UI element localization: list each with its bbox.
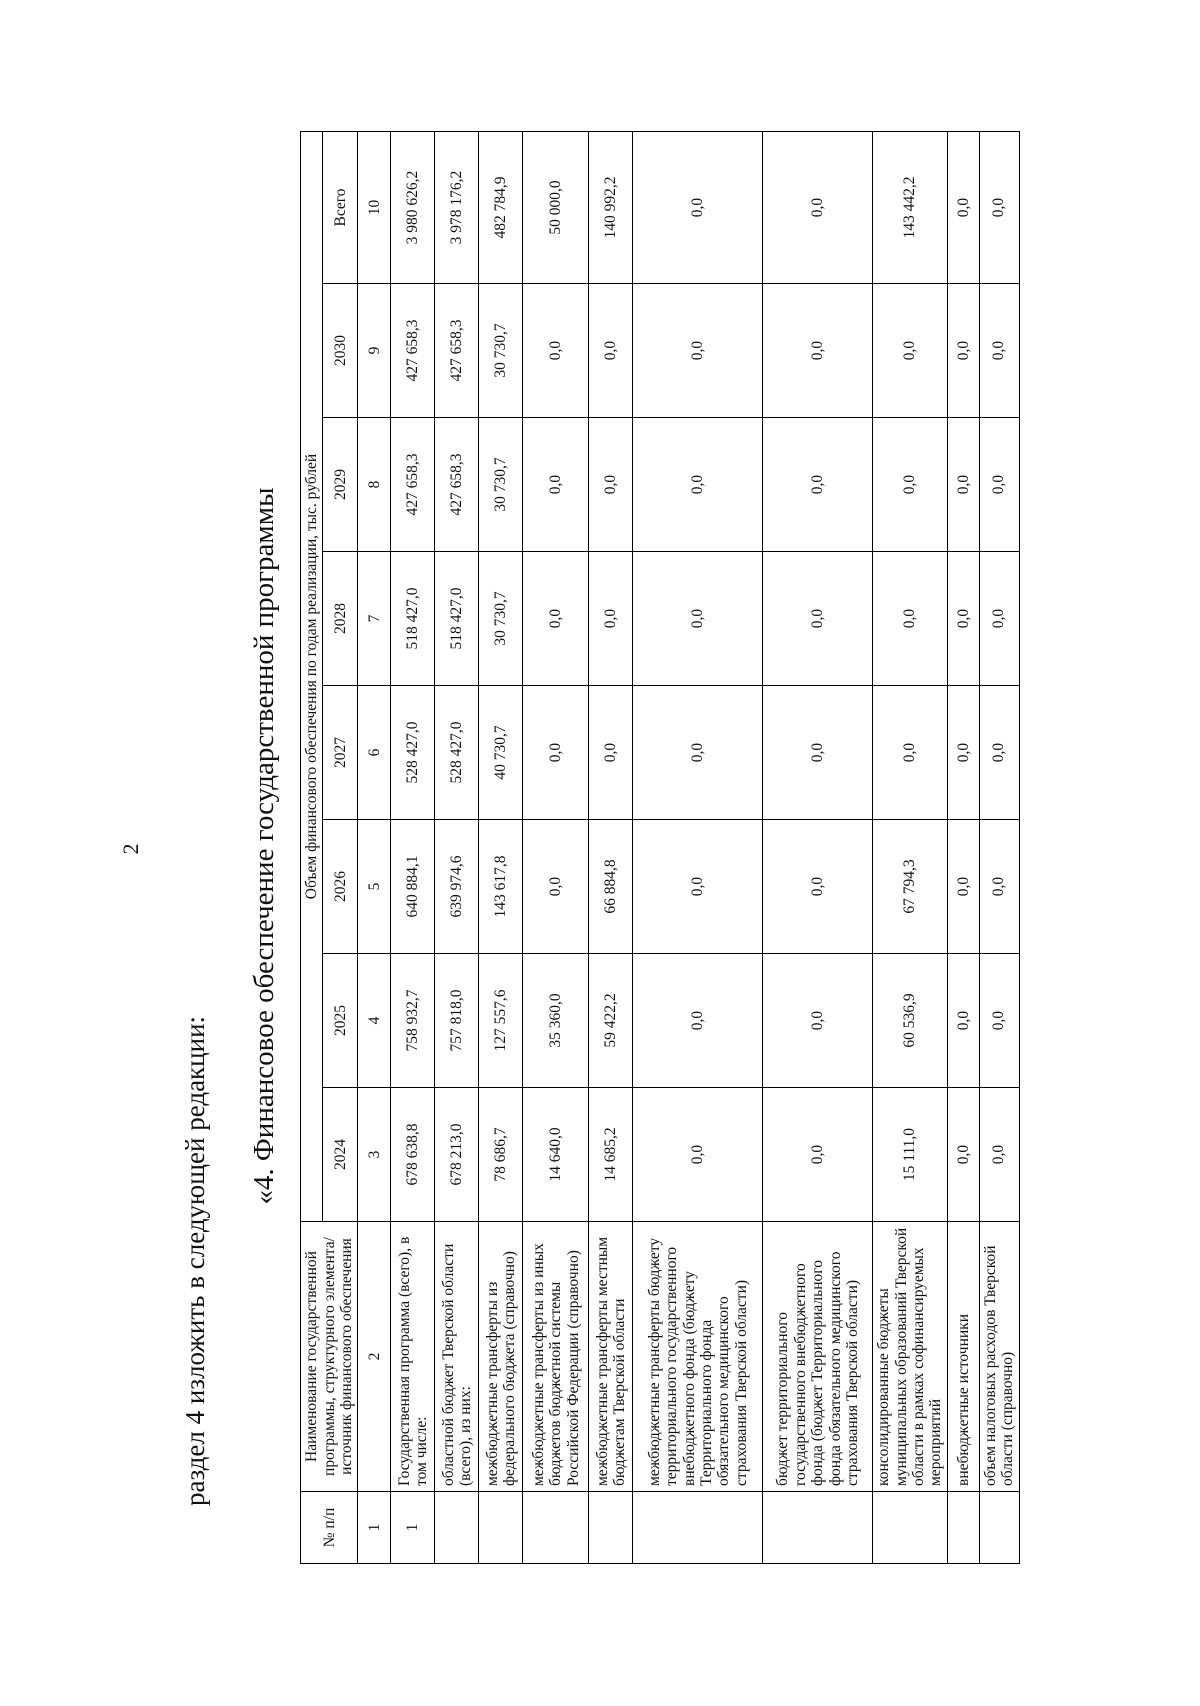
row-year-value: 0,0	[523, 418, 589, 552]
financing-table	[300, 131, 1020, 1564]
row-name: бюджет территориального государственного внебюджетного фонда (бюджет Территориального фонда обязательного медицинского страхования Тверской области)	[763, 1222, 873, 1492]
row-year-value: 640 884,1	[391, 820, 435, 954]
column-index: 5	[358, 820, 391, 954]
row-year-value: 0,0	[979, 954, 1019, 1088]
row-year-value: 758 932,7	[391, 954, 435, 1088]
row-num	[979, 1492, 1019, 1564]
table-row	[979, 132, 1019, 1564]
column-index: 4	[358, 954, 391, 1088]
row-num: 1	[391, 1492, 435, 1564]
header-year: 2030	[323, 284, 358, 418]
table-row	[523, 132, 589, 1564]
intro-text: раздел 4 изложить в следующей редакции:	[180, 1015, 210, 1506]
row-year-value: 427 658,3	[391, 284, 435, 418]
row-year-value: 0,0	[589, 284, 633, 418]
row-num	[479, 1492, 523, 1564]
row-year-value: 127 557,6	[479, 954, 523, 1088]
row-year-value: 78 686,7	[479, 1088, 523, 1222]
header-volume: Объем финансового обеспечения по годам реализации, тыс. рублей	[301, 132, 323, 1222]
row-year-value: 0,0	[979, 418, 1019, 552]
row-year-value: 0,0	[523, 552, 589, 686]
row-year-value: 528 427,0	[435, 686, 479, 820]
row-num	[947, 1492, 979, 1564]
row-year-value: 15 111,0	[873, 1088, 947, 1222]
row-num	[523, 1492, 589, 1564]
column-index: 10	[358, 132, 391, 284]
column-index: 7	[358, 552, 391, 686]
row-total-value: 0,0	[979, 132, 1019, 284]
row-year-value: 757 818,0	[435, 954, 479, 1088]
row-name: Государственная программа (всего), в том числе:	[391, 1222, 435, 1492]
row-year-value: 0,0	[979, 284, 1019, 418]
row-year-value: 0,0	[947, 284, 979, 418]
row-year-value: 427 658,3	[435, 418, 479, 552]
row-year-value: 0,0	[523, 820, 589, 954]
row-num	[589, 1492, 633, 1564]
table-row	[589, 132, 633, 1564]
row-total-value: 482 784,9	[479, 132, 523, 284]
row-year-value: 0,0	[523, 686, 589, 820]
row-year-value: 0,0	[873, 552, 947, 686]
header-name: Наименование государственной программы, структурного элемента/источник финансового обеспечения	[301, 1222, 358, 1492]
column-index: 6	[358, 686, 391, 820]
header-num: № п/п	[301, 1492, 358, 1564]
row-total-value: 0,0	[947, 132, 979, 284]
row-year-value: 0,0	[979, 552, 1019, 686]
row-year-value: 0,0	[633, 954, 763, 1088]
row-year-value: 30 730,7	[479, 284, 523, 418]
row-name: консолидированные бюджеты муниципальных образований Тверской области в рамках софинансируемых мероприятий	[873, 1222, 947, 1492]
header-row	[301, 132, 323, 1564]
row-year-value: 518 427,0	[391, 552, 435, 686]
row-year-value: 0,0	[633, 418, 763, 552]
table-row	[873, 132, 947, 1564]
row-year-value: 0,0	[873, 686, 947, 820]
row-num	[763, 1492, 873, 1564]
row-year-value: 0,0	[979, 686, 1019, 820]
row-num	[435, 1492, 479, 1564]
row-year-value: 678 638,8	[391, 1088, 435, 1222]
row-num	[873, 1492, 947, 1564]
header-total: Всего	[323, 132, 358, 284]
column-index: 3	[358, 1088, 391, 1222]
row-total-value: 50 000,0	[523, 132, 589, 284]
column-index: 9	[358, 284, 391, 418]
row-total-value: 0,0	[763, 132, 873, 284]
row-total-value: 143 442,2	[873, 132, 947, 284]
row-year-value: 0,0	[979, 1088, 1019, 1222]
row-name: объем налоговых расходов Тверской области (справочно)	[979, 1222, 1019, 1492]
page-number: 2	[118, 843, 143, 855]
row-year-value: 40 730,7	[479, 686, 523, 820]
table-row	[633, 132, 763, 1564]
table-row	[947, 132, 979, 1564]
row-year-value: 0,0	[873, 418, 947, 552]
row-year-value: 66 884,8	[589, 820, 633, 954]
row-total-value: 3 978 176,2	[435, 132, 479, 284]
row-year-value: 427 658,3	[391, 418, 435, 552]
row-year-value: 14 640,0	[523, 1088, 589, 1222]
row-year-value: 678 213,0	[435, 1088, 479, 1222]
row-num	[633, 1492, 763, 1564]
column-index: 1	[358, 1492, 391, 1564]
row-name: межбюджетные трансферты из иных бюджетов бюджетной системы Российской Федерации (справочно)	[523, 1222, 589, 1492]
row-year-value: 518 427,0	[435, 552, 479, 686]
row-total-value: 0,0	[633, 132, 763, 284]
row-name: межбюджетные трансферты из федерального бюджета (справочно)	[479, 1222, 523, 1492]
row-year-value: 0,0	[763, 686, 873, 820]
table-row	[435, 132, 479, 1564]
header-year: 2026	[323, 820, 358, 954]
row-year-value: 0,0	[947, 686, 979, 820]
row-year-value: 60 536,9	[873, 954, 947, 1088]
row-year-value: 0,0	[873, 284, 947, 418]
row-year-value: 0,0	[763, 418, 873, 552]
row-year-value: 0,0	[947, 820, 979, 954]
row-total-value: 3 980 626,2	[391, 132, 435, 284]
row-year-value: 30 730,7	[479, 418, 523, 552]
row-total-value: 140 992,2	[589, 132, 633, 284]
header-year: 2028	[323, 552, 358, 686]
row-year-value: 0,0	[589, 552, 633, 686]
column-index: 8	[358, 418, 391, 552]
row-year-value: 639 974,6	[435, 820, 479, 954]
row-year-value: 0,0	[589, 686, 633, 820]
row-year-value: 30 730,7	[479, 552, 523, 686]
header-year: 2024	[323, 1088, 358, 1222]
column-index: 2	[358, 1222, 391, 1492]
row-year-value: 0,0	[523, 284, 589, 418]
row-year-value: 0,0	[633, 552, 763, 686]
row-year-value: 0,0	[763, 954, 873, 1088]
row-name: внебюджетные источники	[947, 1222, 979, 1492]
row-year-value: 143 617,8	[479, 820, 523, 954]
row-year-value: 0,0	[947, 1088, 979, 1222]
row-year-value: 14 685,2	[589, 1088, 633, 1222]
row-year-value: 0,0	[947, 418, 979, 552]
section-title: «4. Финансовое обеспечение государственной программы	[248, 487, 280, 1205]
row-year-value: 0,0	[633, 1088, 763, 1222]
row-year-value: 35 360,0	[523, 954, 589, 1088]
header-year: 2025	[323, 954, 358, 1088]
table-row	[763, 132, 873, 1564]
row-year-value: 59 422,2	[589, 954, 633, 1088]
row-year-value: 0,0	[633, 284, 763, 418]
row-year-value: 0,0	[763, 284, 873, 418]
row-name: областной бюджет Тверской области (всего), из них:	[435, 1222, 479, 1492]
row-name: межбюджетные трансферты бюджету территориального государственного внебюджетного фонда (бюджету Территориального фонда обязательного медицинского страхования Тверской области)	[633, 1222, 763, 1492]
row-year-value: 0,0	[589, 418, 633, 552]
row-year-value: 528 427,0	[391, 686, 435, 820]
table-row	[391, 132, 435, 1564]
row-year-value: 67 794,3	[873, 820, 947, 954]
header-year: 2027	[323, 686, 358, 820]
row-year-value: 0,0	[947, 954, 979, 1088]
row-year-value: 0,0	[633, 820, 763, 954]
row-year-value: 0,0	[763, 1088, 873, 1222]
row-year-value: 0,0	[763, 552, 873, 686]
table-row	[479, 132, 523, 1564]
row-year-value: 427 658,3	[435, 284, 479, 418]
row-year-value: 0,0	[979, 820, 1019, 954]
column-index-row	[358, 132, 391, 1564]
row-year-value: 0,0	[947, 552, 979, 686]
row-year-value: 0,0	[633, 686, 763, 820]
row-year-value: 0,0	[763, 820, 873, 954]
row-name: межбюджетные трансферты местным бюджетам Тверской области	[589, 1222, 633, 1492]
header-year: 2029	[323, 418, 358, 552]
